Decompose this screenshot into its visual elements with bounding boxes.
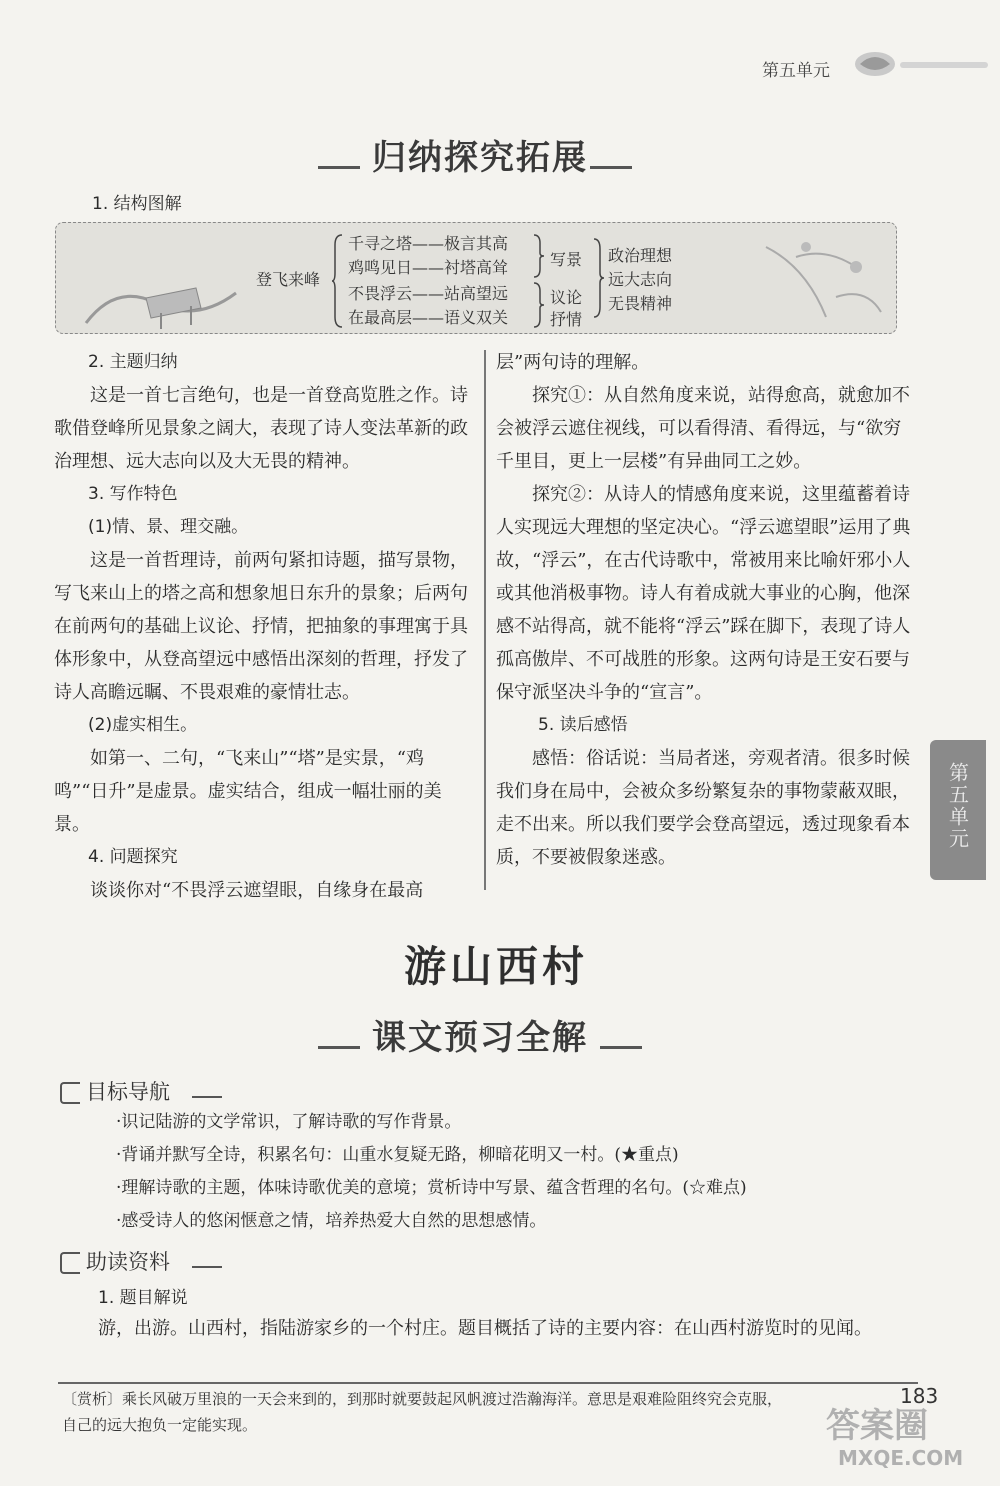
paragraph-feature-2: 如第一、二句，“飞来山”“塔”是实景，“鸡鸣”“日升”是虚景。虚实结合，组成一幅壮丽的美景。 [54, 748, 442, 835]
bracket-icon [60, 1252, 80, 1274]
goals-rule [192, 1096, 222, 1098]
watermark-logo: 答案圈 [826, 1406, 928, 1446]
paragraph-reflection: 感悟：俗话说：当局者迷，旁观者清。很多时候我们身在局中，会被众多纷繁复杂的事物蒙蔽双眼，走不出来。所以我们要学会登高望远，透过现象看本质，不要被假象迷惑。 [496, 748, 910, 868]
reading-label: 助读资料 [60, 1246, 170, 1276]
lesson-title: 游山西村 [404, 942, 589, 991]
heading-theme: 2. 主题归纳 [88, 352, 178, 372]
title-rule-right [590, 166, 632, 169]
plant-illustration-icon [706, 227, 896, 331]
section-title: 归纳探究拓展 [372, 138, 588, 178]
paragraph-inquiry-cont: 层”两句诗的理解。 [496, 352, 650, 373]
group-label-emotion: 抒情 [550, 310, 583, 329]
diagram-root: 登飞来峰 [256, 270, 321, 289]
page-number: 183 [900, 1384, 939, 1408]
group-label-scene: 写景 [550, 250, 583, 269]
left-brace-icon [332, 233, 344, 329]
left-column [54, 346, 470, 907]
footnote [62, 1386, 842, 1438]
right-brace-icon [594, 237, 604, 319]
diagram-row-4: 在最高层——语义双关 [348, 308, 509, 327]
theme-3: 无畏精神 [608, 294, 673, 313]
bracket-icon [60, 1082, 80, 1104]
goal-item: ·理解诗歌的主题，体味诗歌优美的意境；赏析诗中写景、蕴含哲理的名句。(☆难点) [116, 1178, 747, 1198]
subtitle-rule-left [318, 1046, 360, 1049]
theme-2: 远大志向 [608, 270, 673, 289]
heading-features: 3. 写作特色 [88, 484, 178, 504]
goals-list [116, 1106, 916, 1238]
diagram-row-3: 不畏浮云——站高望远 [348, 284, 509, 303]
footnote-line-1: 〔赏析〕乘长风破万里浪的一天会来到的，到那时就要鼓起风帆渡过浩瀚海洋。意思是艰难险阻终究会克服， [62, 1390, 783, 1408]
structure-diagram [55, 222, 897, 334]
footnote-line-2: 自己的远大抱负一定能实现。 [62, 1416, 258, 1434]
watermark-url: MXQE.COM [838, 1446, 964, 1470]
heading-inquiry: 4. 问题探究 [88, 847, 178, 867]
heading-reflection: 5. 读后感悟 [538, 715, 628, 735]
paragraph-theme: 这是一首七言绝句，也是一首登高览胜之作。诗歌借登峰所见景象之阔大，表现了诗人变法革新的政治理想、远大志向以及大无畏的精神。 [54, 385, 468, 472]
title-rule-left [318, 166, 360, 169]
group-label-argue: 议论 [550, 288, 583, 307]
side-tab-label: 第五单元 [945, 762, 970, 850]
lesson-subtitle: 课文预习全解 [372, 1018, 588, 1058]
goal-item: ·背诵并默写全诗，积累名句：山重水复疑无路，柳暗花明又一村。(★重点) [116, 1145, 679, 1165]
theme-1: 政治理想 [608, 246, 673, 265]
unit-side-tab [930, 740, 986, 880]
brace-icon [534, 233, 544, 279]
bridge-illustration-icon [76, 263, 266, 333]
heading-feature-1: (1)情、景、理交融。 [88, 517, 249, 537]
paragraph-title-explain: 游，出游。山西村，指陆游家乡的一个村庄。题目概括了诗的主要内容：在山西村游览时的见闻。 [98, 1318, 872, 1339]
goal-item: ·感受诗人的悠闲惬意之情，培养热爱大自然的思想感情。 [116, 1211, 547, 1231]
goal-item: ·识记陆游的文学常识，了解诗歌的写作背景。 [116, 1112, 462, 1132]
header-decoration-icon [840, 48, 990, 80]
subtitle-rule-right [600, 1046, 642, 1049]
heading-title-explain: 1. 题目解说 [98, 1288, 188, 1308]
paragraph-explore-2: 探究②：从诗人的情感角度来说，这里蕴蓄着诗人实现远大理想的坚定决心。“浮云遮望眼”运用了典故，“浮云”，在古代诗歌中，常被用来比喻奸邪小人或其他消极事物。诗人有着成就大事业的心胸，他深感不站得高，就不能将“浮云”踩在脚下，表现了诗人孤高傲岸、不可战胜的形象。这两句诗是王安石要与保守派坚决斗争的“宣言”。 [496, 484, 911, 703]
diagram-row-2: 鸡鸣见日——衬塔高耸 [348, 258, 509, 277]
right-column [496, 346, 912, 874]
diagram-row-1: 千寻之塔——极言其高 [348, 234, 509, 253]
column-divider [484, 350, 486, 890]
footnote-rule [58, 1382, 918, 1384]
reading-rule [192, 1266, 222, 1268]
paragraph-feature-1: 这是一首哲理诗，前两句紧扣诗题，描写景物，写飞来山上的塔之高和想象旭日东升的景象；后两句在前两句的基础上议论、抒情，把抽象的事理寓于具体形象中，从登高望远中感悟出深刻的哲理，抒发了诗人高瞻远瞩、不畏艰难的豪情壮志。 [54, 550, 468, 703]
paragraph-inquiry: 谈谈你对“不畏浮云遮望眼，自缘身在最高 [90, 880, 424, 901]
goals-label: 目标导航 [60, 1076, 170, 1106]
unit-header: 第五单元 [762, 61, 830, 81]
brace-icon [534, 281, 544, 329]
heading-feature-2: (2)虚实相生。 [88, 715, 198, 735]
structure-heading: 1. 结构图解 [92, 194, 182, 214]
paragraph-explore-1: 探究①：从自然角度来说，站得愈高，就愈加不会被浮云遮住视线，可以看得清、看得远，与“欲穷千里目，更上一层楼”有异曲同工之妙。 [496, 385, 910, 472]
